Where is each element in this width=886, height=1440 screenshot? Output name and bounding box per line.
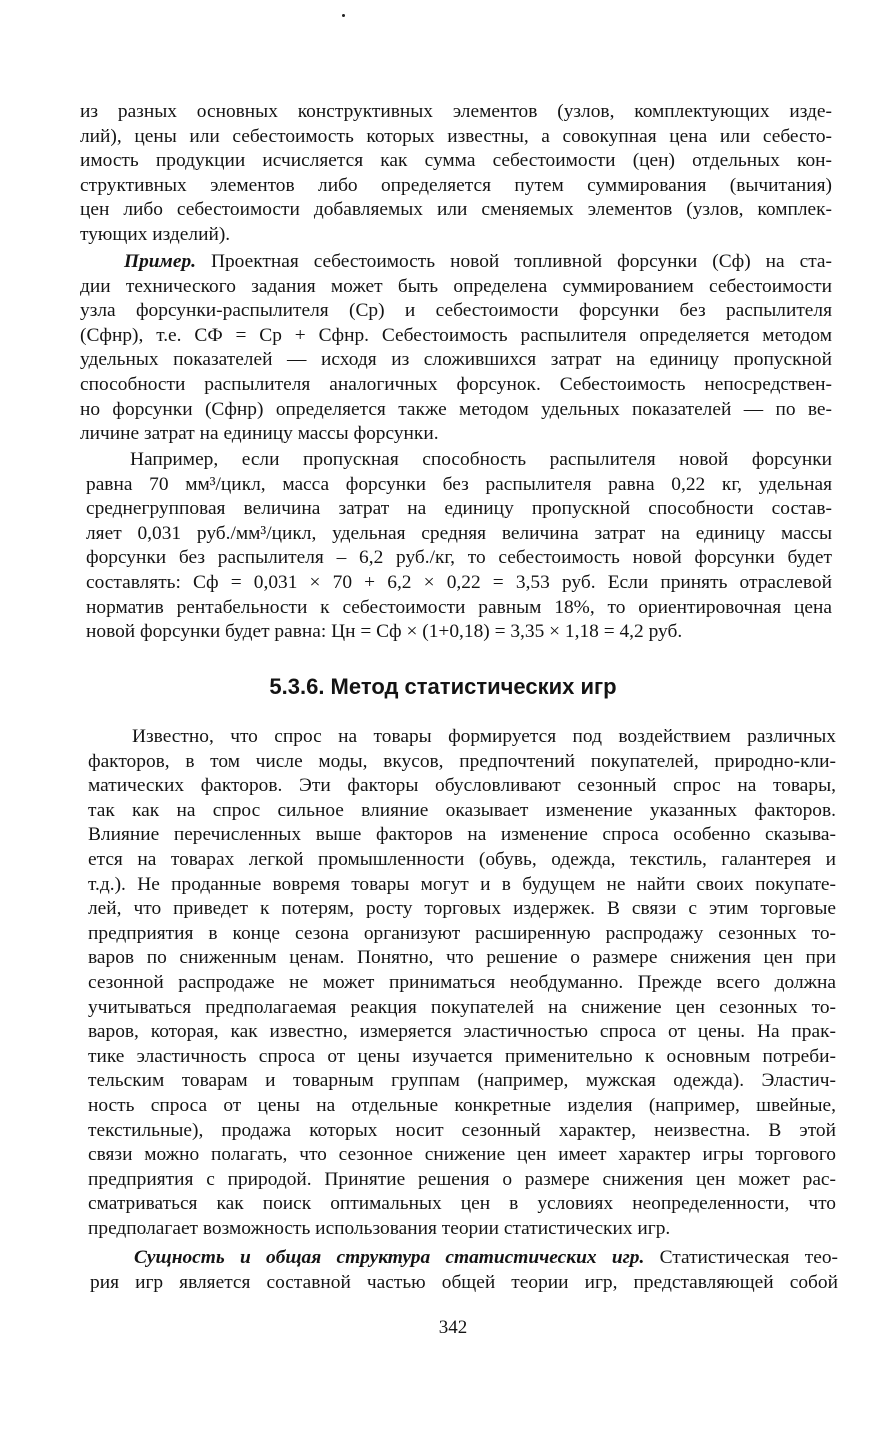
text-line: но форсунки (Cфнр) определяется также методом удельных показателей — по ве-: [80, 398, 832, 420]
text-line: Например, если пропускная способность распылителя новой форсунки: [130, 449, 832, 470]
text-line: предприятия с природой. Принятие решения о размере снижения цен может рас-: [88, 1168, 836, 1190]
paragraph-game-theory: [90, 1246, 838, 1295]
text-line: сезонной распродаже не может приниматься необдуманно. Прежде всего должна: [88, 971, 836, 993]
text-line: так как на спрос сильное влияние оказывает изменение указанных факторов.: [88, 799, 836, 821]
text-line: рия игр является составной частью общей теории игр, представляющей собой: [90, 1271, 838, 1293]
text-line: дии технического задания может быть определена суммированием себестоимости: [80, 275, 832, 297]
text-line: новой форсунки будет равна: Цн = Cф × (1+0,18) = 3,35 × 1,18 = 4,2 руб.: [86, 621, 683, 643]
text-line: факторов, в том числе моды, вкусов, предпочтений покупателей, природно-кли-: [88, 750, 836, 772]
text-run: Проектная себестоимость новой топливной форсунки (Cф) на ста-: [196, 251, 832, 272]
text-line: ность спроса от цены на отдельные конкретные изделия (например, швейные,: [88, 1094, 836, 1116]
text-line: предприятия в конце сезона организуют расширенную распродажу сезонных то-: [88, 922, 836, 944]
text-line: из разных основных конструктивных элементов (узлов, комплектующих изде-: [80, 101, 832, 122]
text-line: лей, что приведет к потерям, росту торговых издержек. В связи с этим торговые: [88, 898, 836, 920]
text-line: составлять: Cф = 0,031 × 70 + 6,2 × 0,22 = 3,53 руб. Если принять отраслевой: [86, 571, 832, 593]
text-line: сматриваться как поиск оптимальных цен в условиях неопределенности, что: [88, 1193, 836, 1215]
text-line: цен либо себестоимости добавляемых или сменяемых элементов (узлов, комплек-: [80, 199, 832, 221]
text-line: т.д.). Не проданные вовремя товары могут и в будущем не найти своих покупате-: [88, 873, 836, 895]
text-line: варов по сниженным ценам. Понятно, что решение о размере снижения цен при: [88, 947, 836, 969]
text-line: лий), цены или себестоимость которых известны, а совокупная цена или себесто-: [80, 125, 832, 147]
text-line: форсунки без распылителя – 6,2 руб./кг, то себестоимость новой форсунки будет: [86, 547, 832, 569]
text-line: Известно, что спрос на товары формируется под воздействием различных: [132, 726, 836, 747]
text-line: [80, 250, 832, 275]
text-line: имость продукции исчисляется как сумма себестоимости (цен) отдельных кон-: [80, 150, 832, 172]
text-line: тике эластичность спроса от цены изучается применительно к основным потреби-: [88, 1045, 836, 1067]
text-line: учитываться предполагаемая реакция покупателей на снижение цен сезонных то-: [88, 996, 836, 1018]
text-line: среднегрупповая величина затрат на единицу пропускной способности состав-: [86, 498, 832, 520]
text-run: Статистическая тео-: [644, 1247, 838, 1268]
text-line: структивных элементов либо определяется путем суммирования (вычитания): [80, 174, 832, 196]
text-line: равна 70 мм³/цикл, масса форсунки без распылителя равна 0,22 кг, удельная: [86, 473, 832, 495]
text-line: связи можно полагать, что сезонное снижение цен имеет характер игры торгового: [88, 1144, 836, 1166]
text-line: [90, 1246, 838, 1271]
text-line: удельных показателей — исходя из сложившихся затрат на единицу пропускной: [80, 349, 832, 371]
text-line: норматив рентабельности к себестоимости равным 18%, то ориентировочная цена: [86, 596, 832, 618]
text-line: личине затрат на единицу массы форсунки.: [80, 423, 439, 445]
paragraph-demand: [88, 725, 836, 1241]
text-line: ется на товарах легкой промышленности (обувь, одежда, текстиль, галантерея и: [88, 848, 836, 870]
text-line: матических факторов. Эти факторы обусловливают сезонный спрос на товары,: [88, 775, 836, 797]
text-line: текстильные), продажа которых носит сезонный характер, неизвестна. В этой: [88, 1119, 836, 1141]
text-line: Влияние перечисленных выше факторов на изменение спроса особенно сказыва-: [88, 824, 836, 846]
text-line: тельским товарам и товарным группам (например, мужская одежда). Эластич-: [88, 1070, 836, 1092]
text-line: тующих изделий).: [80, 223, 231, 245]
section-heading: 5.3.6. Метод статистических игр: [269, 674, 617, 699]
text-line: ляет 0,031 руб./мм³/цикл, удельная средняя величина затрат на единицу массы: [86, 522, 832, 544]
paragraph-example: [80, 250, 832, 447]
page-number: 342: [438, 1317, 468, 1338]
paragraph-continuation: [80, 100, 832, 248]
text-line: узла форсунки-распылителя (Cр) и себестоимости форсунки без распылителя: [80, 300, 832, 322]
paragraph-calculation: [86, 448, 832, 645]
scan-speck: [342, 14, 345, 17]
lead-in-example: Пример.: [124, 251, 196, 272]
lead-in-essence: Сущность и общая структура статистических игр.: [134, 1247, 645, 1268]
text-line: варов, которая, как известно, измеряется эластичностью спроса от цены. На прак-: [88, 1021, 836, 1043]
text-line: (Cфнр), т.е. CФ = Cр + Cфнр. Себестоимость распылителя определяется методом: [80, 324, 832, 346]
text-line: предполагает возможность использования теории статистических игр.: [88, 1217, 671, 1239]
text-line: способности распылителя аналогичных форсунок. Себестоимость непосредствен-: [80, 373, 832, 395]
